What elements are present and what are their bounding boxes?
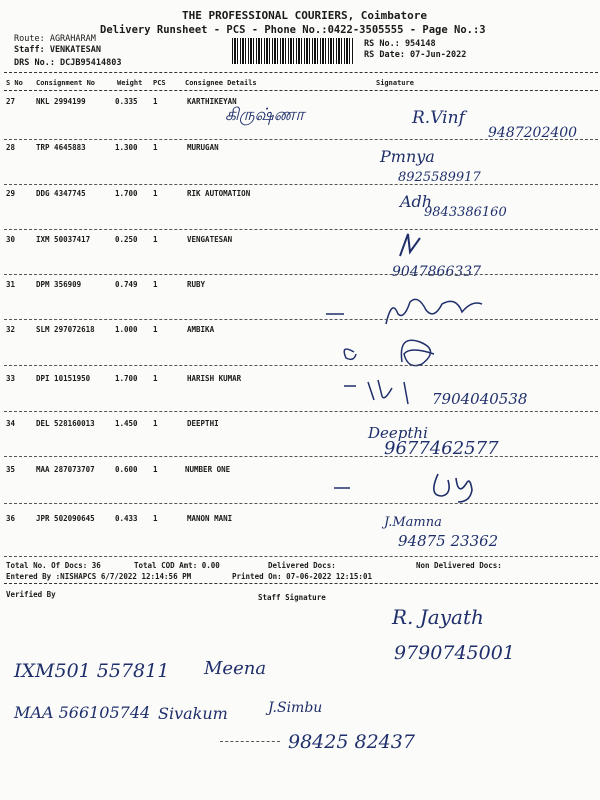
row-sno: 27 (6, 97, 16, 106)
non-delivered-docs: Non Delivered Docs: (416, 561, 502, 570)
row-sno: 35 (6, 465, 16, 474)
route-label: Route: AGRAHARAM (14, 34, 96, 44)
handwritten-signature: Pmnya (380, 147, 435, 166)
row-consignment: MAA 287073707 (36, 465, 95, 474)
handwritten-name: கிருஷ்ணா (225, 105, 305, 125)
handwritten-staff-phone: 9790745001 (394, 642, 515, 664)
row-consignment: DEL 528160013 (36, 419, 95, 428)
row-weight: 0.600 (115, 465, 138, 474)
row-weight: 1.700 (115, 374, 138, 383)
staff-signature-label: Staff Signature (258, 593, 326, 602)
col-header-consignee: Consignee Details (185, 79, 257, 87)
total-docs: Total No. Of Docs: 36 (6, 561, 101, 570)
row-pcs: 1 (153, 235, 158, 244)
row-weight: 1.300 (115, 143, 138, 152)
row-consignee: NUMBER ONE (185, 465, 231, 474)
row-consignee: DEEPTHI (187, 419, 219, 428)
row-divider (4, 184, 598, 185)
row-pcs: 1 (153, 189, 158, 198)
handwritten-phone: 7904040538 (432, 390, 528, 408)
company-title: THE PROFESSIONAL COURIERS, Coimbatore (182, 9, 428, 22)
handwritten-note-code: IXM501 557811 (14, 660, 170, 682)
handwritten-phone: 8925589917 (398, 170, 481, 185)
col-header-sno: S No (6, 79, 23, 87)
row-divider (4, 319, 598, 320)
col-header-weight: Weight (117, 79, 143, 87)
row-weight: 0.250 (115, 235, 138, 244)
col-header-signature: Signature (376, 79, 414, 87)
row-consignee: RUBY (187, 280, 206, 289)
handwritten-signature: J.Mamna (384, 515, 442, 530)
row-weight: 0.335 (115, 97, 138, 106)
row-consignee: RIK AUTOMATION (187, 189, 251, 198)
row-sno: 31 (6, 280, 16, 289)
divider (4, 72, 598, 73)
signature-scribble (322, 290, 502, 330)
divider (4, 90, 598, 91)
handwritten-phone: 9677462577 (384, 438, 499, 459)
row-sno: 33 (6, 374, 16, 383)
entered-by: Entered By :NISHAPCS 6/7/2022 12:14:56 PM (6, 572, 192, 581)
row-consignment: JPR 502090645 (36, 514, 95, 523)
staff-label: Staff: VENKATESAN (14, 45, 101, 55)
handwritten-signature: Adh (400, 192, 433, 211)
row-weight: 1.000 (115, 325, 138, 334)
signature-scribble (330, 466, 480, 506)
handwritten-signature: R.Vinf (412, 108, 465, 128)
handwritten-signature: Deepthi (368, 424, 428, 442)
row-sno: 32 (6, 325, 16, 334)
signature-scribble (340, 374, 440, 408)
row-weight: 1.450 (115, 419, 138, 428)
row-consignee: MURUGAN (187, 143, 219, 152)
row-consignment: DPM 356909 (36, 280, 82, 289)
rs-number: RS No.: 954148 (364, 39, 436, 49)
row-divider (4, 229, 598, 230)
row-pcs: 1 (153, 325, 158, 334)
row-weight: 1.700 (115, 189, 138, 198)
row-sno: 29 (6, 189, 16, 198)
row-pcs: 1 (153, 97, 158, 106)
signature-scribble (396, 230, 426, 260)
handwritten-note-name: Sivakum (158, 704, 228, 723)
row-pcs: 1 (153, 465, 158, 474)
row-divider (4, 365, 598, 366)
row-consignment: IXM 50037417 (36, 235, 91, 244)
handwritten-phone: 94875 23362 (398, 532, 499, 550)
row-consignment: SLM 297072618 (36, 325, 95, 334)
handwritten-phone: 9843386160 (424, 205, 507, 220)
row-pcs: 1 (153, 514, 158, 523)
row-pcs: 1 (153, 419, 158, 428)
row-divider (4, 411, 598, 412)
row-sno: 28 (6, 143, 16, 152)
total-cod: Total COD Amt: 0.00 (134, 561, 220, 570)
handwritten-phone: 9487202400 (488, 125, 578, 141)
row-consignment: NKL 2994199 (36, 97, 86, 106)
drs-number: DRS No.: DCJB95414803 (14, 58, 122, 68)
row-sno: 30 (6, 235, 16, 244)
row-divider (4, 139, 598, 140)
rs-date: RS Date: 07-Jun-2022 (364, 50, 467, 60)
row-divider (4, 503, 598, 504)
handwritten-note-name: Meena (204, 658, 267, 679)
barcode (232, 38, 354, 64)
faint-divider (220, 741, 280, 742)
handwritten-note-code: MAA 566105744 (14, 703, 151, 722)
col-header-pcs: PCS (153, 79, 166, 87)
row-consignee: HARISH KUMAR (187, 374, 242, 383)
row-pcs: 1 (153, 374, 158, 383)
delivered-docs: Delivered Docs: (268, 561, 336, 570)
handwritten-phone: 9047866337 (392, 264, 482, 280)
row-consignee: AMBIKA (187, 325, 215, 334)
row-divider (4, 274, 598, 275)
col-header-consignment: Consignment No (36, 79, 96, 87)
row-consignment: DDG 4347745 (36, 189, 86, 198)
row-consignment: DPI 10151950 (36, 374, 91, 383)
divider (4, 583, 598, 584)
handwritten-staff-signature: R. Jayath (392, 605, 484, 629)
row-divider (4, 456, 598, 457)
row-consignee: VENGATESAN (187, 235, 233, 244)
verified-by: Verified By (6, 590, 56, 599)
runsheet-subtitle: Delivery Runsheet - PCS - Phone No.:0422-3505555 - Page No.:3 (100, 24, 486, 36)
row-consignee: KARTHIKEYAN (187, 97, 237, 106)
row-weight: 0.749 (115, 280, 138, 289)
row-pcs: 1 (153, 280, 158, 289)
printed-on: Printed On: 07-06-2022 12:15:01 (232, 572, 372, 581)
row-consignment: TRP 4645883 (36, 143, 86, 152)
row-divider (4, 556, 598, 557)
row-sno: 34 (6, 419, 16, 428)
row-sno: 36 (6, 514, 16, 523)
row-weight: 0.433 (115, 514, 138, 523)
row-consignee: MANON MANI (187, 514, 233, 523)
row-pcs: 1 (153, 143, 158, 152)
handwritten-note-phone: 98425 82437 (288, 731, 415, 753)
handwritten-note-signature: J.Simbu (268, 700, 323, 716)
